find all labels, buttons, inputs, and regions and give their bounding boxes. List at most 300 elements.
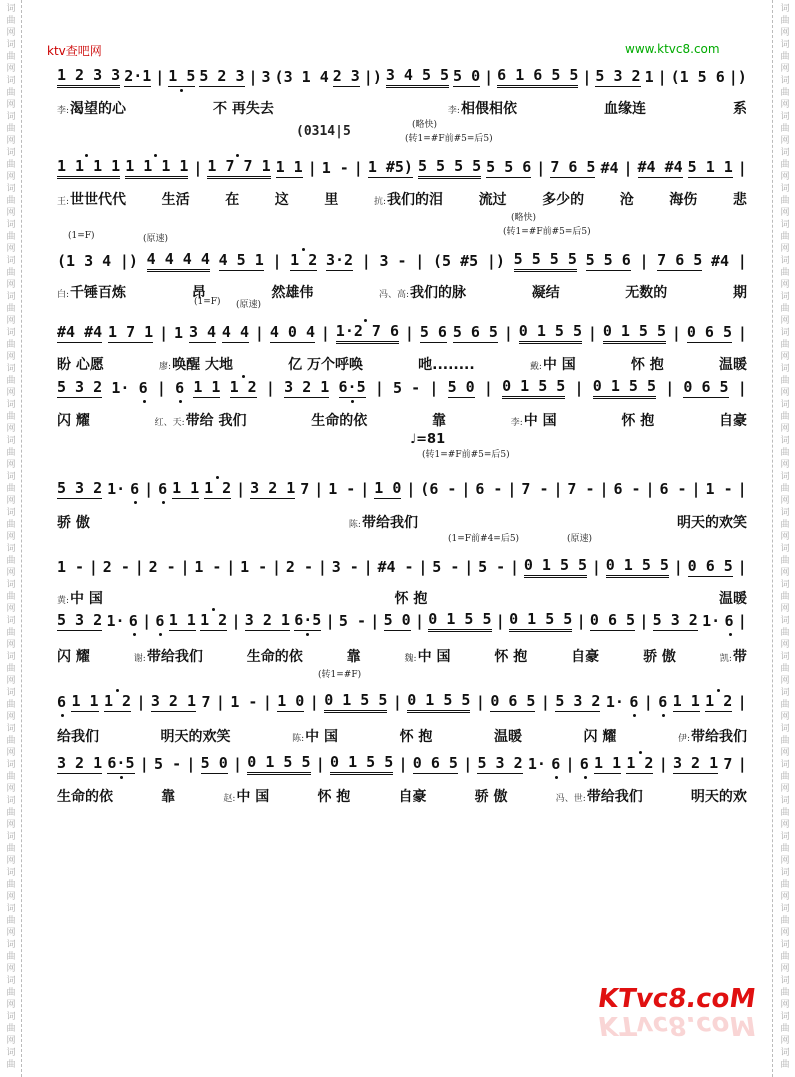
watermark-char: 曲: [780, 52, 790, 62]
lyric-text: 这: [274, 192, 289, 208]
lyric-phrase: [542, 189, 584, 209]
lyric-text: 血缘连: [603, 101, 646, 117]
watermark-char: 网: [6, 316, 16, 326]
singer-label: 抗:: [373, 197, 386, 207]
lyric-text: 生命的依: [311, 413, 368, 429]
watermark-char: 网: [6, 136, 16, 146]
lyric-row: [57, 512, 747, 532]
watermark-char: 词: [6, 616, 16, 626]
barline: |: [215, 693, 225, 711]
watermark-char: 曲: [780, 700, 790, 710]
note-group: 6: [130, 480, 140, 498]
lyric-text: 带: [732, 649, 747, 665]
barline: |: [507, 480, 517, 498]
note-group: #4 #4: [57, 323, 103, 341]
note-group: 5 3 2: [477, 754, 523, 772]
note-group: 6: [57, 693, 67, 711]
note-group: 5 5 6: [585, 251, 631, 269]
key-change-note: (转1=#F前#5=后5): [405, 134, 493, 144]
watermark-char: 词: [6, 940, 16, 950]
watermark-char: 词: [6, 688, 16, 698]
watermark-char: 词: [780, 148, 790, 158]
note-group: 1·2 7 6: [336, 322, 399, 344]
note-group: 5 0: [447, 378, 475, 396]
note-group: 1 2: [705, 692, 733, 710]
barline: |: [665, 379, 675, 397]
lyric-phrase: [349, 512, 418, 532]
note-group: 3 2 1: [673, 754, 719, 772]
barline: |: [265, 379, 275, 397]
watermark-char: 曲: [780, 1024, 790, 1034]
note-group: 1 1: [672, 692, 700, 710]
barline: |: [317, 558, 327, 576]
lyric-row: [57, 282, 747, 302]
watermark-char: 词: [6, 40, 16, 50]
watermark-char: 曲: [6, 808, 16, 818]
note-group: 1 1: [168, 611, 196, 629]
watermark-char: 网: [780, 568, 790, 578]
lyric-phrase: [669, 189, 697, 209]
notation-row: [57, 753, 747, 775]
watermark-char: 词: [780, 616, 790, 626]
lyric-phrase: [155, 410, 247, 430]
note-group: 0 1 5 5: [428, 610, 491, 632]
watermark-char: 词: [6, 796, 16, 806]
watermark-char: 曲: [6, 160, 16, 170]
watermark-char: 曲: [6, 880, 16, 890]
barline: |: [737, 755, 747, 773]
watermark-char: 曲: [6, 88, 16, 98]
watermark-char: 词: [780, 904, 790, 914]
lyric-text: 盼 心愿: [57, 357, 104, 373]
lyric-phrase: [317, 786, 350, 806]
notation-row: [57, 377, 747, 399]
lyric-text: 带给我们: [586, 789, 643, 805]
watermark-char: 词: [6, 148, 16, 158]
watermark-char: 网: [6, 1036, 16, 1046]
barline: |: [464, 558, 474, 576]
lyric-text: 系: [732, 101, 747, 117]
watermark-char: 词: [780, 364, 790, 374]
lyric-phrase: [720, 646, 747, 666]
note-group: 6: [551, 755, 561, 773]
lyric-text: 闪 耀: [583, 729, 617, 745]
note-group: 1 0: [277, 692, 305, 710]
barline: |): [728, 68, 747, 86]
watermark-char: 词: [6, 580, 16, 590]
watermark-char: 曲: [6, 844, 16, 854]
lyric-text: 带给我们: [361, 515, 418, 531]
barline: |: [599, 480, 609, 498]
note-group: 0 1 5 5: [407, 691, 470, 713]
barline: |: [186, 755, 196, 773]
lyric-phrase: [418, 354, 475, 374]
watermark-char: 曲: [6, 124, 16, 134]
lyric-phrase: [571, 646, 599, 666]
watermark-char: 网: [6, 352, 16, 362]
note-group: 1 2 3 3: [57, 66, 120, 88]
note-group: 1 7 1: [108, 323, 154, 341]
lyric-text: 怀 抱: [621, 413, 655, 429]
note-group: 1·: [605, 693, 624, 711]
note-group: 1: [644, 68, 654, 86]
watermark-char: 曲: [780, 1060, 790, 1070]
lyric-phrase: [247, 646, 303, 666]
watermark-char: 词: [6, 112, 16, 122]
barline: |: [353, 159, 363, 177]
tempo-note-faster: (略快): [412, 120, 438, 130]
watermark-char: 曲: [6, 664, 16, 674]
watermark-char: 词: [780, 328, 790, 338]
notation-row: [57, 610, 747, 632]
lyric-phrase: [719, 588, 747, 608]
note-group: 0 6 5: [687, 557, 733, 575]
barline: |: [236, 480, 246, 498]
watermark-char: 词: [780, 940, 790, 950]
lyric-phrase: [162, 189, 190, 209]
barline: |: [139, 755, 149, 773]
note-group: 7 -: [521, 480, 549, 498]
watermark-char: 网: [6, 928, 16, 938]
note-group: 3 2 1: [57, 754, 103, 772]
watermark-char: 曲: [780, 232, 790, 242]
barline: |: [737, 693, 747, 711]
watermark-char: 词: [6, 904, 16, 914]
watermark-char: 曲: [780, 664, 790, 674]
watermark-char: 网: [780, 136, 790, 146]
note-group: 1 -: [328, 480, 356, 498]
lyric-text: 凝结: [531, 285, 560, 301]
note-group: 0 6 5: [589, 611, 636, 629]
note-group: 1·: [527, 755, 546, 773]
note-group: 3 2 1: [150, 692, 197, 710]
lyric-text: 不 再失去: [213, 101, 274, 117]
watermark-char: 曲: [780, 808, 790, 818]
lyric-phrase: [475, 786, 508, 806]
lyric-phrase: [530, 354, 576, 374]
watermark-char: 网: [6, 712, 16, 722]
watermark-char: 曲: [780, 160, 790, 170]
lyric-row: [57, 588, 747, 608]
watermark-char: 曲: [780, 520, 790, 530]
lyric-text: 靠: [432, 413, 446, 429]
note-group: 1 1: [594, 754, 622, 772]
barline: |: [370, 612, 380, 630]
barline: |: [142, 612, 152, 630]
key-note-2: (1=F): [194, 297, 221, 307]
watermark-char: 词: [780, 652, 790, 662]
watermark-char: 网: [6, 964, 16, 974]
barline: |: [737, 159, 747, 177]
barline: |: [226, 558, 236, 576]
barline: |: [461, 480, 471, 498]
watermark-char: 词: [6, 292, 16, 302]
note-group: 1 2: [200, 611, 228, 629]
lyric-text: 流过: [478, 192, 507, 208]
watermark-char: 词: [6, 832, 16, 842]
watermark-char: 网: [780, 604, 790, 614]
lyric-text: 昂: [191, 285, 206, 301]
barline: |: [406, 480, 416, 498]
note-group: 4 4 4 4: [147, 250, 210, 272]
note-group: 6: [138, 379, 148, 397]
watermark-char: 网: [6, 496, 16, 506]
watermark-char: 网: [780, 964, 790, 974]
barline: |: [658, 755, 668, 773]
lyric-text: 靠: [161, 789, 176, 805]
note-group: 7 6 5: [657, 251, 703, 269]
lyric-text: 骄 傲: [57, 515, 90, 531]
watermark-char: 网: [6, 28, 16, 38]
watermark-char: 曲: [6, 304, 16, 314]
barline: |: [463, 755, 473, 773]
watermark-char: 曲: [780, 376, 790, 386]
lyric-row: [57, 98, 747, 118]
note-group: 1 -: [240, 558, 268, 576]
watermark-char: 曲: [6, 736, 16, 746]
lyric-text: 中 国: [417, 649, 451, 665]
key-change-note-4: (1=F前#4=后5): [448, 534, 520, 544]
watermark-char: 曲: [6, 196, 16, 206]
note-group: 6: [158, 480, 168, 498]
lyric-phrase: [494, 646, 527, 666]
singer-label: 白:: [57, 290, 70, 300]
watermark-char: 曲: [6, 988, 16, 998]
lyric-phrase: [271, 282, 313, 302]
watermark-char: 网: [6, 820, 16, 830]
note-group: 5 0: [453, 67, 481, 85]
lyric-phrase: [621, 410, 654, 430]
watermark-char: 曲: [780, 916, 790, 926]
watermark-char: 网: [780, 784, 790, 794]
watermark-char: 曲: [780, 844, 790, 854]
watermark-char: 曲: [6, 952, 16, 962]
watermark-char: 曲: [780, 952, 790, 962]
barline: |: [374, 379, 384, 397]
barline: |: [691, 480, 701, 498]
note-group: (1 3 4: [57, 252, 112, 270]
lyric-text: 我们的脉: [410, 285, 467, 301]
lyric-row: [57, 646, 747, 666]
note-group: 2 -: [285, 558, 313, 576]
note-group: 1 2: [626, 754, 654, 772]
lyric-text: 唤醒 大地: [172, 357, 233, 373]
key-change-note-3: (转1=#F前#5=后5): [422, 450, 510, 460]
watermark-char: 网: [6, 856, 16, 866]
barline: |: [643, 693, 653, 711]
note-group: 3·2: [325, 251, 354, 269]
watermark-char: 词: [780, 580, 790, 590]
watermark-char: 词: [780, 436, 790, 446]
note-group: 5 6: [419, 323, 447, 341]
site-name: ktv查吧网: [47, 44, 102, 58]
watermark-char: 曲: [6, 52, 16, 62]
note-group: 5 5 5 5: [514, 250, 577, 272]
watermark-char: 词: [780, 112, 790, 122]
lyric-phrase: [57, 726, 99, 746]
lyric-row: [57, 726, 747, 746]
note-group: 1 2: [103, 692, 132, 710]
lyric-phrase: [288, 354, 363, 374]
note-group: 0 1 5 5: [519, 322, 582, 344]
note-group: 1 1 1 1: [125, 157, 188, 179]
watermark-char: 词: [6, 1048, 16, 1058]
watermark-char: 网: [780, 1000, 790, 1010]
lyric-text: 温暖: [493, 729, 522, 745]
note-group: 1 -: [194, 558, 222, 576]
site-url[interactable]: www.ktvc8.com: [625, 42, 720, 56]
barline: |: [582, 68, 592, 86]
singer-label: 红、天:: [154, 418, 185, 428]
note-group: 6: [175, 379, 185, 397]
watermark-char: 词: [6, 976, 16, 986]
watermark-char: 词: [6, 364, 16, 374]
note-group: 5 3 2: [595, 67, 641, 85]
lyric-text: 自豪: [719, 413, 747, 429]
lyric-phrase: [584, 726, 617, 746]
note-group: 5 3 2: [57, 479, 103, 497]
watermark-char: 曲: [780, 340, 790, 350]
barline: |: [231, 612, 241, 630]
lyric-text: 然雄伟: [271, 285, 314, 301]
barline: |: [737, 379, 747, 397]
barline: |: [309, 693, 319, 711]
watermark-char: 词: [6, 1012, 16, 1022]
barline: |: [574, 379, 584, 397]
notation-row: [57, 157, 747, 179]
right-watermark-rail: [778, 0, 792, 1077]
lyric-phrase: [691, 786, 747, 806]
watermark-char: 词: [6, 436, 16, 446]
lyric-phrase: [719, 410, 747, 430]
barline: |): [119, 252, 138, 270]
intro-notes: (0314|5: [296, 124, 351, 139]
watermark-char: 词: [780, 40, 790, 50]
lyric-text: 怀 抱: [394, 591, 428, 607]
notation-row: [57, 322, 747, 344]
barline: |: [429, 379, 439, 397]
watermark-char: 曲: [780, 736, 790, 746]
watermark-char: 网: [6, 424, 16, 434]
note-group: 1 2: [290, 251, 318, 269]
note-group: 3 2 1: [284, 378, 330, 396]
note-group: 4 5 1: [218, 251, 264, 269]
lyric-phrase: [733, 189, 747, 209]
barline: |: [565, 755, 575, 773]
watermark-char: 曲: [780, 88, 790, 98]
singer-label: 王:: [57, 197, 70, 207]
barline: |: [415, 252, 425, 270]
singer-label: 李:: [447, 106, 460, 116]
watermark-char: 网: [780, 532, 790, 542]
lyric-phrase: [400, 726, 433, 746]
watermark-char: 词: [780, 688, 790, 698]
lyric-phrase: [631, 354, 664, 374]
watermark-char: 网: [780, 172, 790, 182]
barline: |: [587, 324, 597, 342]
barline: |: [404, 324, 414, 342]
watermark-char: 词: [780, 256, 790, 266]
lyric-phrase: [57, 512, 90, 532]
note-group: 5 -: [338, 612, 366, 630]
watermark-char: 网: [6, 784, 16, 794]
lyric-phrase: [405, 646, 451, 666]
key-change-note-2: (转1=#F前#5=后5): [503, 227, 591, 237]
lyric-phrase: [57, 354, 104, 374]
barline: |: [639, 252, 649, 270]
watermark-char: 网: [780, 640, 790, 650]
watermark-char: 网: [6, 64, 16, 74]
watermark-char: 网: [780, 208, 790, 218]
note-group: 5 -: [154, 755, 182, 773]
watermark-char: 网: [6, 748, 16, 758]
lyric-text: 带给 我们: [185, 413, 247, 429]
barline: |: [536, 159, 546, 177]
watermark-char: 网: [780, 820, 790, 830]
note-group: (3 1 4: [274, 68, 329, 86]
lyric-phrase: [347, 646, 361, 666]
note-group: 3 -: [331, 558, 359, 576]
singer-label: 赵:: [223, 794, 236, 804]
barline: |: [509, 558, 520, 576]
lyric-phrase: [57, 98, 126, 118]
watermark-char: 词: [780, 292, 790, 302]
barline: |: [576, 612, 586, 630]
watermark-char: 曲: [780, 772, 790, 782]
barline: |: [657, 68, 667, 86]
watermark-char: 词: [780, 220, 790, 230]
tempo-note-original-2: (原速): [236, 300, 262, 310]
note-group: 3 -: [379, 252, 407, 270]
note-group: 3 4 5 5: [386, 66, 449, 88]
lyric-phrase: [532, 282, 560, 302]
watermark-char: 曲: [780, 988, 790, 998]
watermark-char: 词: [6, 472, 16, 482]
watermark-char: 网: [780, 388, 790, 398]
note-group: 5 -: [432, 558, 460, 576]
note-group: 6: [128, 612, 138, 630]
note-group: 7: [300, 480, 310, 498]
watermark-char: 词: [780, 976, 790, 986]
singer-label: 伊:: [677, 734, 690, 744]
lyric-phrase: [374, 189, 443, 209]
lyric-row: [57, 410, 747, 430]
lyric-text: 相偎相依: [460, 101, 517, 117]
barline: |: [553, 480, 563, 498]
watermark-char: 曲: [6, 448, 16, 458]
tempo-note-original: (原速): [143, 234, 169, 244]
barline: |: [144, 480, 154, 498]
watermark-char: 词: [780, 1048, 790, 1058]
watermark-char: 词: [6, 184, 16, 194]
watermark-char: 曲: [6, 412, 16, 422]
note-group: 0 1 5 5: [606, 556, 669, 578]
note-group: 6: [658, 693, 668, 711]
note-group: #4: [600, 159, 619, 177]
watermark-char: 词: [780, 1012, 790, 1022]
singer-label: 凯:: [719, 654, 732, 664]
note-group: 2 -: [102, 558, 130, 576]
lyric-text: 靠: [346, 649, 361, 665]
watermark-char: 词: [6, 400, 16, 410]
lyric-phrase: [57, 282, 126, 302]
lyric-text: 明天的欢笑: [160, 729, 231, 745]
lyric-phrase: [733, 282, 747, 302]
barline: |: [272, 558, 282, 576]
watermark-char: 网: [6, 1000, 16, 1010]
singer-label: 陈:: [348, 520, 361, 530]
watermark-char: 网: [6, 892, 16, 902]
